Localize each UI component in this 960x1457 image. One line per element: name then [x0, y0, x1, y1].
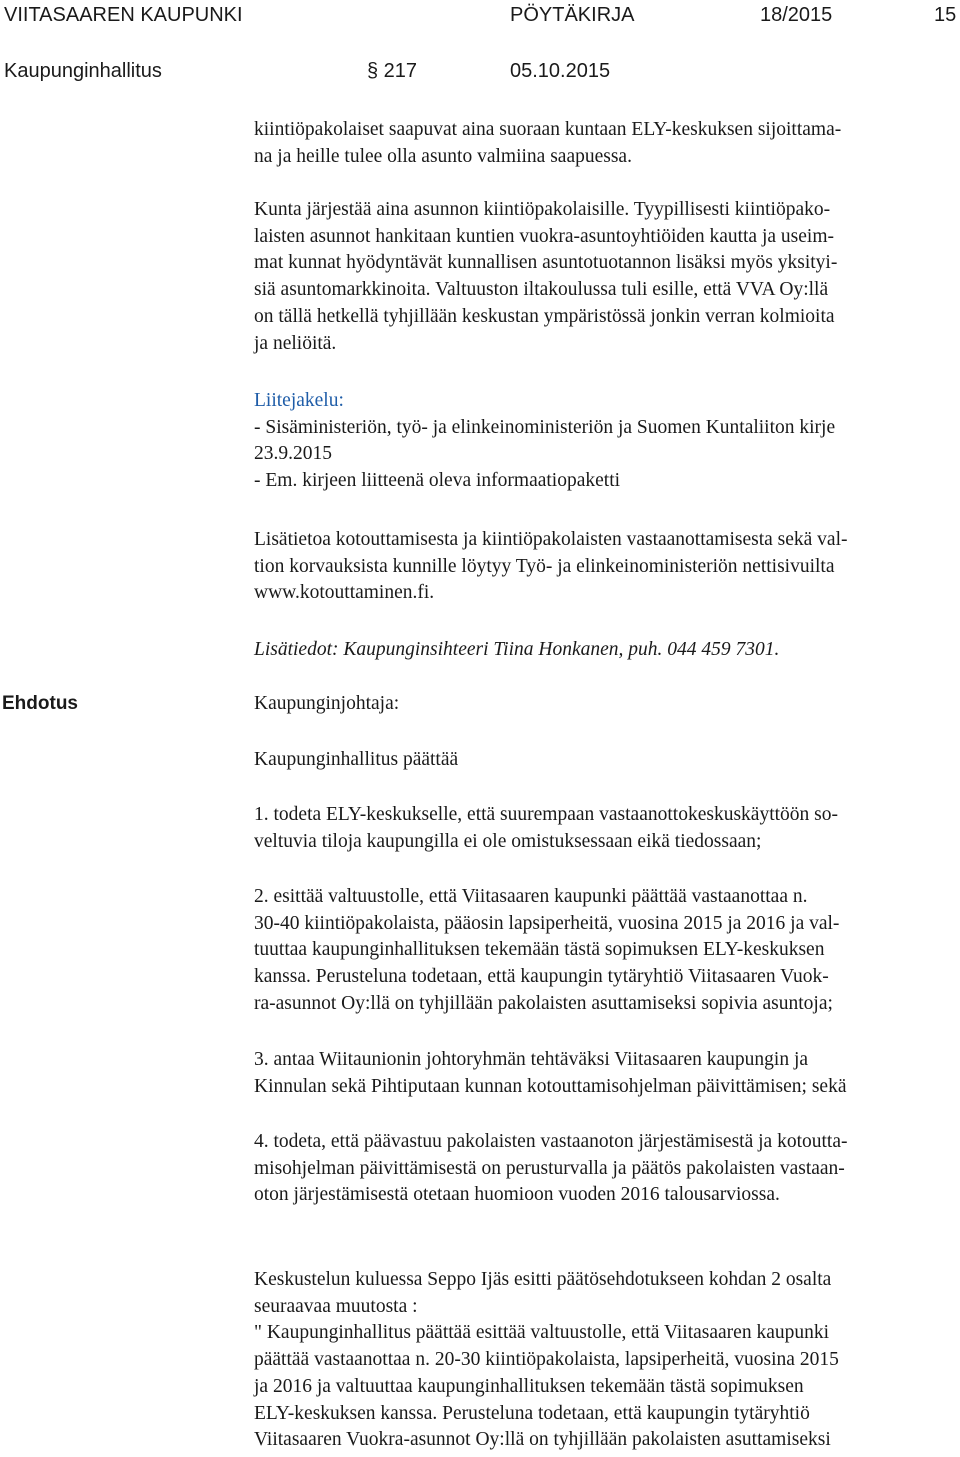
text-line: 30-40 kiintiöpakolaista, pääosin lapsiperheitä, vuosina 2015 ja 2016 ja val-	[254, 912, 840, 934]
text-line: kiintiöpakolaiset saapuvat aina suoraan kuntaan ELY-keskuksen sijoittama-	[254, 119, 842, 140]
discussion-paragraph	[254, 1267, 956, 1454]
paragraph-quota-refugees	[254, 117, 956, 170]
text-line: 3. antaa Wiitaunionin johtoryhmän tehtäväksi Viitasaaren kaupungin ja	[254, 1049, 809, 1070]
org-name: VIITASAAREN KAUPUNKI	[4, 4, 243, 26]
proposal-label: Ehdotus	[2, 693, 78, 714]
section-number: § 217	[367, 60, 418, 82]
attachment-item: - Sisäministeriön, työ- ja elinkeinoministeriön ja Suomen Kuntaliiton kirje	[254, 416, 836, 438]
text-line: tuuttaa kaupunginhallituksen tekemään tästä sopimuksen ELY-keskuksen	[254, 939, 825, 961]
page-number: 15	[934, 4, 957, 26]
proposal-item-2	[254, 884, 956, 1018]
text-line: ra-asunnot Oy:llä on tyhjillään pakolaisten asuttamiseksi sopivia asuntoja;	[254, 992, 833, 1014]
meeting-date: 05.10.2015	[510, 60, 611, 82]
text-line: Viitasaaren Vuokra-asunnot Oy:llä on tyhjillään pakolaisten asuttamiseksi	[254, 1429, 831, 1451]
attachment-item: 23.9.2015	[254, 443, 332, 465]
text-line: mat kunnat hyödyntävät kunnallisen asuntotuotannon lisäksi myös yksityi-	[254, 252, 838, 274]
text-line: Lisätietoa kotouttamisesta ja kiintiöpakolaisten vastaanottamisesta sekä val-	[254, 529, 848, 550]
proposer	[254, 691, 956, 718]
proposal-item-1	[254, 802, 956, 855]
contact-line: Lisätiedot: Kaupunginsihteeri Tiina Honkanen, puh. 044 459 7301.	[254, 639, 780, 660]
attachment-item: - Em. kirjeen liitteenä oleva informaatiopaketti	[254, 470, 621, 492]
proposer-line: Kaupunginjohtaja:	[254, 693, 400, 714]
document-number: 18/2015	[760, 4, 833, 26]
text-line: www.kotouttaminen.fi.	[254, 582, 435, 604]
attachments-section	[254, 388, 956, 495]
text-line: päättää vastaanottaa n. 20-30 kiintiöpakolaista, lapsiperheitä, vuosina 2015	[254, 1349, 839, 1371]
document-type: PÖYTÄKIRJA	[510, 4, 635, 26]
meeting-body: Kaupunginhallitus	[4, 60, 162, 82]
text-line: Kinnulan sekä Pihtiputaan kunnan kotouttamisohjelman päivittämisen; sekä	[254, 1075, 847, 1097]
proposal-item-3	[254, 1047, 956, 1100]
text-line: laisten asunnot hankitaan kuntien vuokra-asuntoyhtiöiden kautta ja useim-	[254, 225, 834, 247]
text-line: seuraavaa muutosta :	[254, 1295, 418, 1317]
text-line: tion korvauksista kunnille löytyy Työ- ja elinkeinoministeriön nettisivuilta	[254, 555, 835, 577]
contact-info	[254, 637, 956, 664]
text-line: Keskustelun kuluessa Seppo Ijäs esitti päätösehdotukseen kohdan 2 osalta	[254, 1269, 832, 1290]
paragraph-more-info	[254, 527, 956, 607]
text-line: misohjelman päivittämisestä on perusturvalla ja päätös pakolaisten vastaan-	[254, 1157, 845, 1179]
decision-intro-line: Kaupunginhallitus päättää	[254, 749, 459, 770]
decision-intro	[254, 747, 956, 774]
text-line: " Kaupunginhallitus päättää esittää valtuustolle, että Viitasaaren kaupunki	[254, 1322, 830, 1344]
text-line: na ja heille tulee olla asunto valmiina saapuessa.	[254, 145, 632, 167]
text-line: kanssa. Perusteluna todetaan, että kaupungin tytäryhtiö Viitasaaren Vuok-	[254, 966, 829, 988]
proposal-item-4	[254, 1129, 956, 1209]
text-line: Kunta järjestää aina asunnon kiintiöpakolaisille. Tyypillisesti kiintiöpako-	[254, 199, 831, 220]
text-line: on tällä hetkellä tyhjillään keskustan ympäristössä jonkin verran kolmioita	[254, 305, 835, 327]
text-line: 1. todeta ELY-keskukselle, että suurempaan vastaanottokeskuskäyttöön so-	[254, 804, 838, 825]
text-line: 4. todeta, että päävastuu pakolaisten vastaanoton järjestämisestä ja kotoutta-	[254, 1131, 848, 1152]
attachments-heading: Liitejakelu:	[254, 390, 344, 411]
text-line: veltuvia tiloja kaupungilla ei ole omistuksessaan eikä tiedossaan;	[254, 830, 762, 852]
text-line: siä asuntomarkkinoita. Valtuuston iltakoulussa tuli esille, että VVA Oy:llä	[254, 279, 829, 301]
text-line: ja 2016 ja valtuuttaa kaupunginhallituksen tekemään tästä sopimuksen	[254, 1375, 804, 1397]
paragraph-housing	[254, 197, 956, 357]
text-line: ja neliöitä.	[254, 332, 337, 354]
text-line: ELY-keskuksen kanssa. Perusteluna todetaan, että kaupungin tytäryhtiö	[254, 1402, 810, 1424]
text-line: 2. esittää valtuustolle, että Viitasaaren kaupunki päättää vastaanottaa n.	[254, 886, 808, 907]
text-line: oton järjestämisestä otetaan huomioon vuoden 2016 talousarviossa.	[254, 1184, 780, 1206]
